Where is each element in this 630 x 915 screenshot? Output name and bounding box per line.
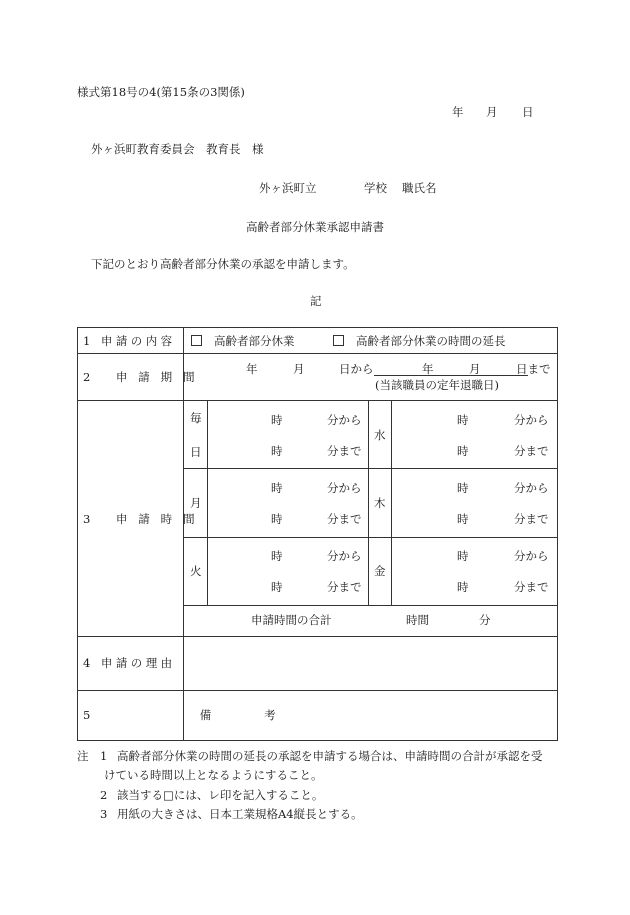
applicant-town: 外ヶ浜町立 — [259, 181, 317, 195]
option1-label: 高齢者部分休業 — [214, 334, 295, 348]
note-1-num: 1 — [100, 749, 108, 763]
minute-until-label: 分まで — [514, 580, 549, 594]
hour-label: 時 — [457, 481, 469, 495]
day-mon: 月 — [190, 496, 202, 510]
period-year-label: 年 — [246, 362, 258, 376]
applicant-name-label: 職氏名 — [402, 181, 437, 195]
total-time-label: 申請時間の合計 — [251, 613, 332, 627]
date-month-label: 月 — [486, 105, 498, 119]
document-title: 高齢者部分休業承認申請書 — [246, 220, 384, 234]
hour-label: 時 — [271, 413, 283, 427]
date-day-label: 日 — [522, 105, 534, 119]
row4-label: 4 申請の理由 — [83, 656, 176, 670]
period-month-label: 月 — [293, 362, 305, 376]
minute-from-label: 分から — [327, 413, 362, 427]
hour-label: 時 — [457, 549, 469, 563]
total-minutes-label: 分 — [479, 613, 491, 627]
applicant-school: 学校 — [364, 181, 387, 195]
row3-label: 3 申請時間 — [83, 512, 206, 526]
note-3-text: 用紙の大きさは、日本工業規格A4縦長とする。 — [117, 807, 363, 821]
form-number: 様式第18号の4(第15条の3関係) — [77, 85, 245, 99]
note-3-num: 3 — [100, 807, 108, 821]
minute-from-label: 分から — [514, 413, 549, 427]
retirement-date-underline — [374, 375, 528, 376]
minute-until-label: 分まで — [514, 444, 549, 458]
option-partial-leave[interactable] — [191, 334, 295, 348]
day-thu: 木 — [374, 496, 386, 510]
hour-label: 時 — [457, 413, 469, 427]
row5-label: 5 備考 — [83, 708, 329, 722]
hour-label: 時 — [271, 481, 283, 495]
intro-text: 下記のとおり高齢者部分休業の承認を申請します。 — [91, 257, 355, 271]
minute-from-label: 分から — [514, 481, 549, 495]
addressee: 外ヶ浜町教育委員会 教育長 様 — [91, 142, 264, 156]
minute-until-label: 分まで — [327, 444, 362, 458]
note-1-text: 高齢者部分休業の時間の延長の承認を申請する場合は、申請時間の合計が承認を受 — [117, 749, 543, 763]
ki-heading: 記 — [310, 294, 322, 308]
checkbox-icon[interactable] — [333, 335, 344, 346]
period-until-label: 日まで — [516, 362, 551, 376]
retirement-date-note: (当該職員の定年退職日) — [375, 378, 499, 392]
day-fri: 金 — [374, 564, 386, 578]
note-2-text: 該当する□には、レ印を記入すること。 — [117, 788, 324, 802]
hour-label: 時 — [271, 444, 283, 458]
day-everyday-2: 日 — [190, 445, 202, 459]
minute-from-label: 分から — [327, 549, 362, 563]
hour-label: 時 — [271, 580, 283, 594]
total-hours-label: 時間 — [406, 613, 429, 627]
hour-label: 時 — [457, 580, 469, 594]
row1-label: 1 申請の内容 — [83, 334, 176, 348]
day-wed: 水 — [374, 428, 386, 442]
period-year2-label: 年 — [422, 362, 434, 376]
minute-until-label: 分まで — [514, 512, 549, 526]
minute-until-label: 分まで — [327, 580, 362, 594]
hour-label: 時 — [271, 549, 283, 563]
hour-label: 時 — [457, 512, 469, 526]
period-month2-label: 月 — [469, 362, 481, 376]
day-everyday-1: 毎 — [190, 411, 202, 425]
checkbox-icon[interactable] — [191, 335, 202, 346]
note-2-num: 2 — [100, 788, 108, 802]
minute-from-label: 分から — [327, 481, 362, 495]
minute-until-label: 分まで — [327, 512, 362, 526]
row2-label: 2 申請期間 — [83, 370, 206, 384]
notes-head: 注 — [77, 749, 89, 763]
option-extension[interactable] — [333, 334, 506, 348]
minute-from-label: 分から — [514, 549, 549, 563]
day-tue: 火 — [190, 564, 202, 578]
hour-label: 時 — [271, 512, 283, 526]
period-from-label: 日から — [339, 362, 374, 376]
hour-label: 時 — [457, 444, 469, 458]
date-year-label: 年 — [452, 105, 464, 119]
note-1-continued: けている時間以上となるようにすること。 — [104, 768, 323, 782]
option2-label: 高齢者部分休業の時間の延長 — [356, 334, 506, 348]
